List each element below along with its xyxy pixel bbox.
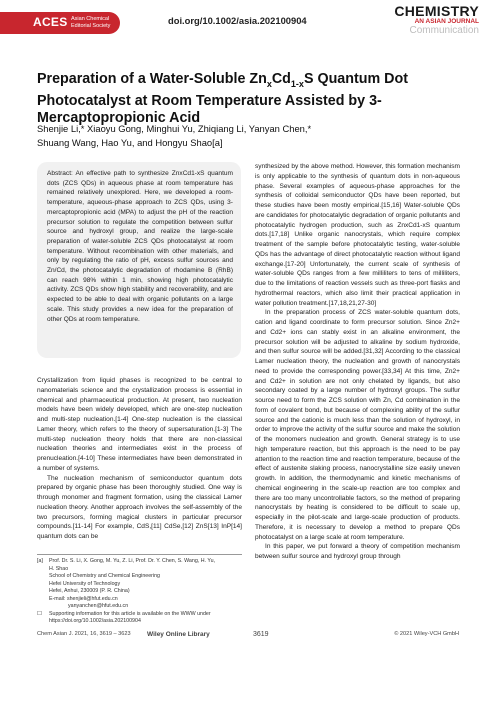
email-link[interactable]: yanyanchen@hfut.edu.cn <box>68 603 129 609</box>
document-icon: ☐ <box>37 610 42 617</box>
paragraph: synthesized by the above method. However, this formation mechanism is only applicable to the synthesis of quantum dots in non-aqueous phase. Several examples of aqueous-phase approaches for the synthesis of colloidal semiconductor QDs have been reported, but these studies have been mostly empirical.[15,16] Water-soluble QDs are candidates for photocatalytic degradation of organic pollutants and photocatalytic hydrogen production, such as ZnxCd1-xS quantum dots.[17,18] Unlike organic nanocrystals, which require complex treatment of the sample before photocatalytic testing, water-soluble QDs has the advantage of direct photocatalytic reaction without ligand exchange.[17-20] Unfortunately, the current scale of synthesis of water-soluble QDs ranges from a few milliliters to tens of milliliters, due to the limitations of reaction vessels such as three-port flasks and hydrothermal reactors, which also limit their practical application in water pollution treatment.[17,18,21,27-30] <box>255 163 460 307</box>
paragraph: Crystallization from liquid phases is recognized to be central to nanomaterials science and the crystallization process is essential in chemical and pharmaceutical production. At present, two nucleation models have been widely developed, which are one-step nucleation and multi-step nucleation.[1-4] One-step nucleation is the classical Lamer theory, which refers to the theory of supersaturation.[1-3] The multi-step nucleation theory holds that there are non-classical nucleation theories and intermediates exist in the process of prenucleation.[4-10] These intermediates have been demonstrated in a number of systems. <box>37 377 242 472</box>
supporting-info-link[interactable]: https://doi.org/10.1002/asia.202100904 <box>49 618 141 624</box>
footnote-line: H. Shao <box>49 565 69 572</box>
abstract-text: Abstract: An effective path to synthesize ZnxCd1-xS quantum dots (ZCS QDs) in aqueous phase at room temperature has remained relatively unexplored. Here, we developed a room-temperature, aqueous-phase approach to ZCS QDs, using 3-mercaptopropionic acid (MPA) to adjust the pH of the reaction precursor solution to regulate the competition between sulfur source and hydroxyl group, and realize the large-scale preparation of water-soluble ZCS QDs photocatalyst at room temperature. Without recombination with other materials, and only by regulating the ratio of pH, excess sulfur sources and Zn/Cd, the photocatalytic degradation of rhodamine B (RhB) can reach 98% within 1 min, showing high photocatalytic activity. ZCS QDs show high stability and recoverability, and are expected to be able to deal with organic pollutants on a large scale. This study provides a new idea for the preparation of other QDs at room temperature. <box>47 170 233 323</box>
footnote-line: Supporting information for this article is available on the WWW under <box>49 610 211 617</box>
page-number: 3619 <box>253 631 269 638</box>
abstract-box <box>37 162 241 358</box>
footnote-line: Hefei, Anhui, 230009 (P. R. China) <box>49 588 130 594</box>
aces-society-text: Asian Chemical Editorial Society <box>71 16 111 29</box>
article-title: Preparation of a Water-Soluble $Zn_xCd_{1-x}S$ Quantum Dot Photocatalyst at Room Temperature Assisted by 3-Mercaptopropionic Acid <box>37 71 408 126</box>
footnote-key: [a] <box>37 558 43 564</box>
journal-name-line2: AN ASIAN JOURNAL <box>414 18 479 25</box>
footnote-line: Hefei University of Technology <box>49 580 121 587</box>
affiliation-footnote <box>37 558 242 611</box>
journal-name-line1: CHEMISTRY <box>394 3 479 19</box>
aces-logo-text: ACES <box>33 15 68 29</box>
email-link[interactable]: E-mail: shenjieli@hfut.edu.cn <box>49 595 118 602</box>
wiley-online-library[interactable]: Wiley Online Library <box>147 631 210 638</box>
supporting-info-footnote <box>37 611 242 626</box>
paragraph: In the preparation process of ZCS water-soluble quantum dots, cation and ligand coordinate to form precursor solution. Since Zn2+ and Cd2+ ions can stably exist in an alkaline environment, the precursor solution will be adjusted to alkaline by sodium hydroxide, and then sulfur source will be added.[31,32] According to the classical Lamer nucleation theory, the nucleation and growth of nanocrystals need to provide the corresponding power.[33,34] At this time, Zn2+ and Cd2+ in solution are not only chelated by ligands, but also secondary coated by a large number of hydroxyl groups. The sulfur source need to form the ZCS solution with Zn, Cd combination in the form of covalent bond, but because of complexing ability of the sulfur source and the cationic is much less than the solution of hydroxyl, in order to improve the activity of the sulfur source and make the solution of the monomers nucleation and growth. General strategy is to use high temperature reaction, but this approach is the need to be pay attention to the reaction time and reaction temperature, because of the effect of austenite slaking process, nanocrystalline size easily uneven growth. In addition, the thermodynamic and kinetic mechanisms of chemical engineering in the scale-up reaction are too complex and there are too many uncontrollable factors, so the method of preparing nanocrystals by heating is considered to be difficult to scale up, especially in the pilot-scale and large-scale production of products. Therefore, it is necessary to develop a method to prepare QDs photocatalyst on a large scale at room temperature. <box>255 309 460 541</box>
aces-badge <box>0 12 120 34</box>
paragraph: The nucleation mechanism of semiconductor quantum dots prepared by organic phase has been thoroughly studied. One way is through monomer and fragment formation, using the classical Lamer nucleation theory. Another approach involves the self-assembly of the two precursors, forming magical clusters in particular precursor compounds.[11-14] For example, CdS,[11] CdSe,[12] ZnS[13] InP[14] quantum dots can be <box>37 474 242 540</box>
author-list: Shenjie Li,* Xiaoyu Gong, Minghui Yu, Zhiqiang Li, Yanyan Chen,* Shuang Wang, Hao Yu, and Hongyu Shao[a] <box>37 123 312 148</box>
citation: Chem Asian J. 2021, 16, 3619 – 3623 <box>37 631 131 637</box>
page-header <box>0 0 496 40</box>
footnotes <box>37 554 242 626</box>
page-footer <box>37 631 459 641</box>
footnote-line: School of Chemistry and Chemical Engineering <box>49 573 160 579</box>
footnote-line: Prof. Dr. S. Li, X. Gong, M. Yu, Z. Li, Prof. Dr. Y. Chen, S. Wang, H. Yu, <box>49 558 216 564</box>
paragraph: In this paper, we put forward a theory of competition mechanism between sulfur source and hydroxyl group through <box>255 543 460 560</box>
body-column-right <box>255 162 460 562</box>
doi-link[interactable]: doi.org/10.1002/asia.202100904 <box>168 15 307 26</box>
article-type: Communication <box>409 25 479 36</box>
copyright: © 2021 Wiley-VCH GmbH <box>394 631 459 637</box>
journal-logo <box>394 4 479 36</box>
body-column-left <box>37 376 242 542</box>
